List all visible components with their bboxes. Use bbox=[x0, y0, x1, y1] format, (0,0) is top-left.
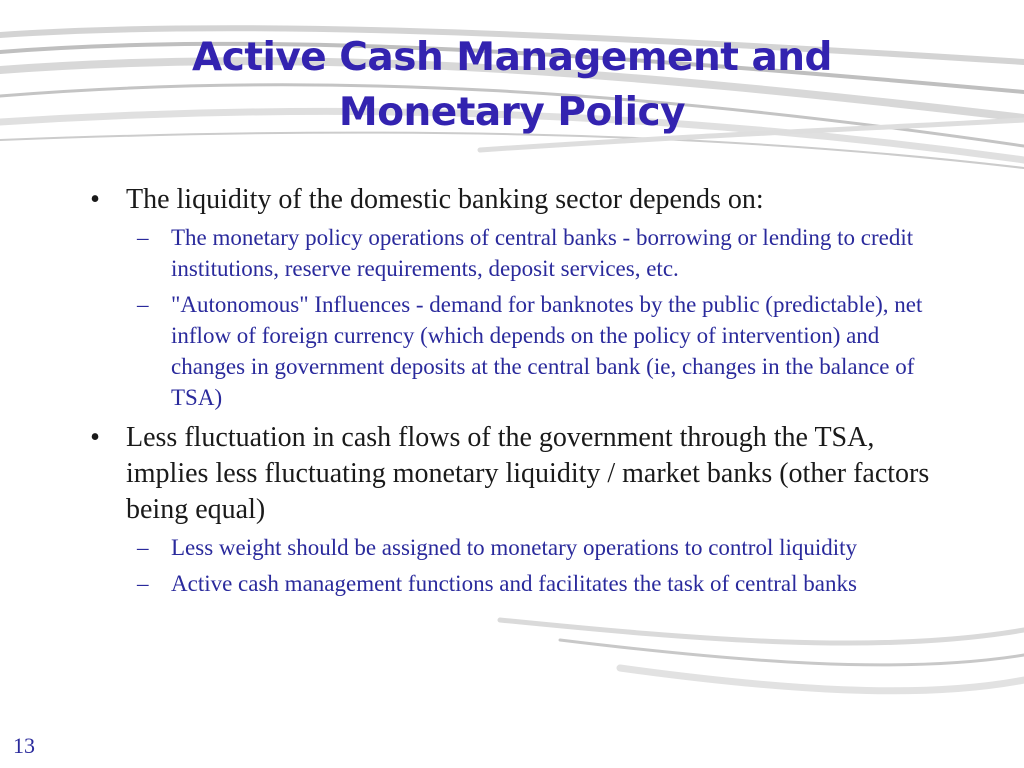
bullet-point-1-text: The liquidity of the domestic banking sector depends on: bbox=[126, 184, 764, 215]
bullet-point-2 bbox=[85, 420, 945, 528]
dash-icon: – bbox=[137, 292, 149, 317]
bullet-point-2-text: Less fluctuation in cash flows of the government through the TSA, implies less fluctuating monetary liquidity / market banks (other factors being equal) bbox=[126, 422, 930, 525]
subpoint-1-2-text: "Autonomous" Influences - demand for banknotes by the public (predictable), net inflow of foreign currency (which depends on the policy of intervention) and changes in government deposits at the central bank (ie, changes in the balance of TSA) bbox=[171, 292, 923, 410]
slide-body bbox=[85, 182, 945, 599]
slide-title bbox=[150, 30, 874, 140]
bullet-point-1 bbox=[85, 182, 945, 218]
dash-icon: – bbox=[137, 225, 149, 250]
subpoint-2-2-text: Active cash management functions and facilitates the task of central banks bbox=[171, 571, 857, 596]
dash-icon: – bbox=[137, 571, 149, 596]
subpoint-1-1-text: The monetary policy operations of central banks - borrowing or lending to credit institutions, reserve requirements, deposit services, etc. bbox=[171, 225, 914, 281]
dash-icon: – bbox=[137, 535, 149, 560]
subpoint-2-1-text: Less weight should be assigned to monetary operations to control liquidity bbox=[171, 535, 858, 560]
title-line-1: Active Cash Management and bbox=[192, 35, 832, 80]
subpoint-2-1 bbox=[85, 532, 945, 563]
title-line-2: Monetary Policy bbox=[338, 90, 686, 135]
subpoint-2-2 bbox=[85, 568, 945, 599]
subpoint-1-2 bbox=[85, 289, 945, 413]
bullet-icon: • bbox=[90, 184, 100, 215]
page-number: 13 bbox=[13, 733, 35, 758]
bullet-icon: • bbox=[90, 422, 100, 453]
subpoint-1-1 bbox=[85, 222, 945, 284]
